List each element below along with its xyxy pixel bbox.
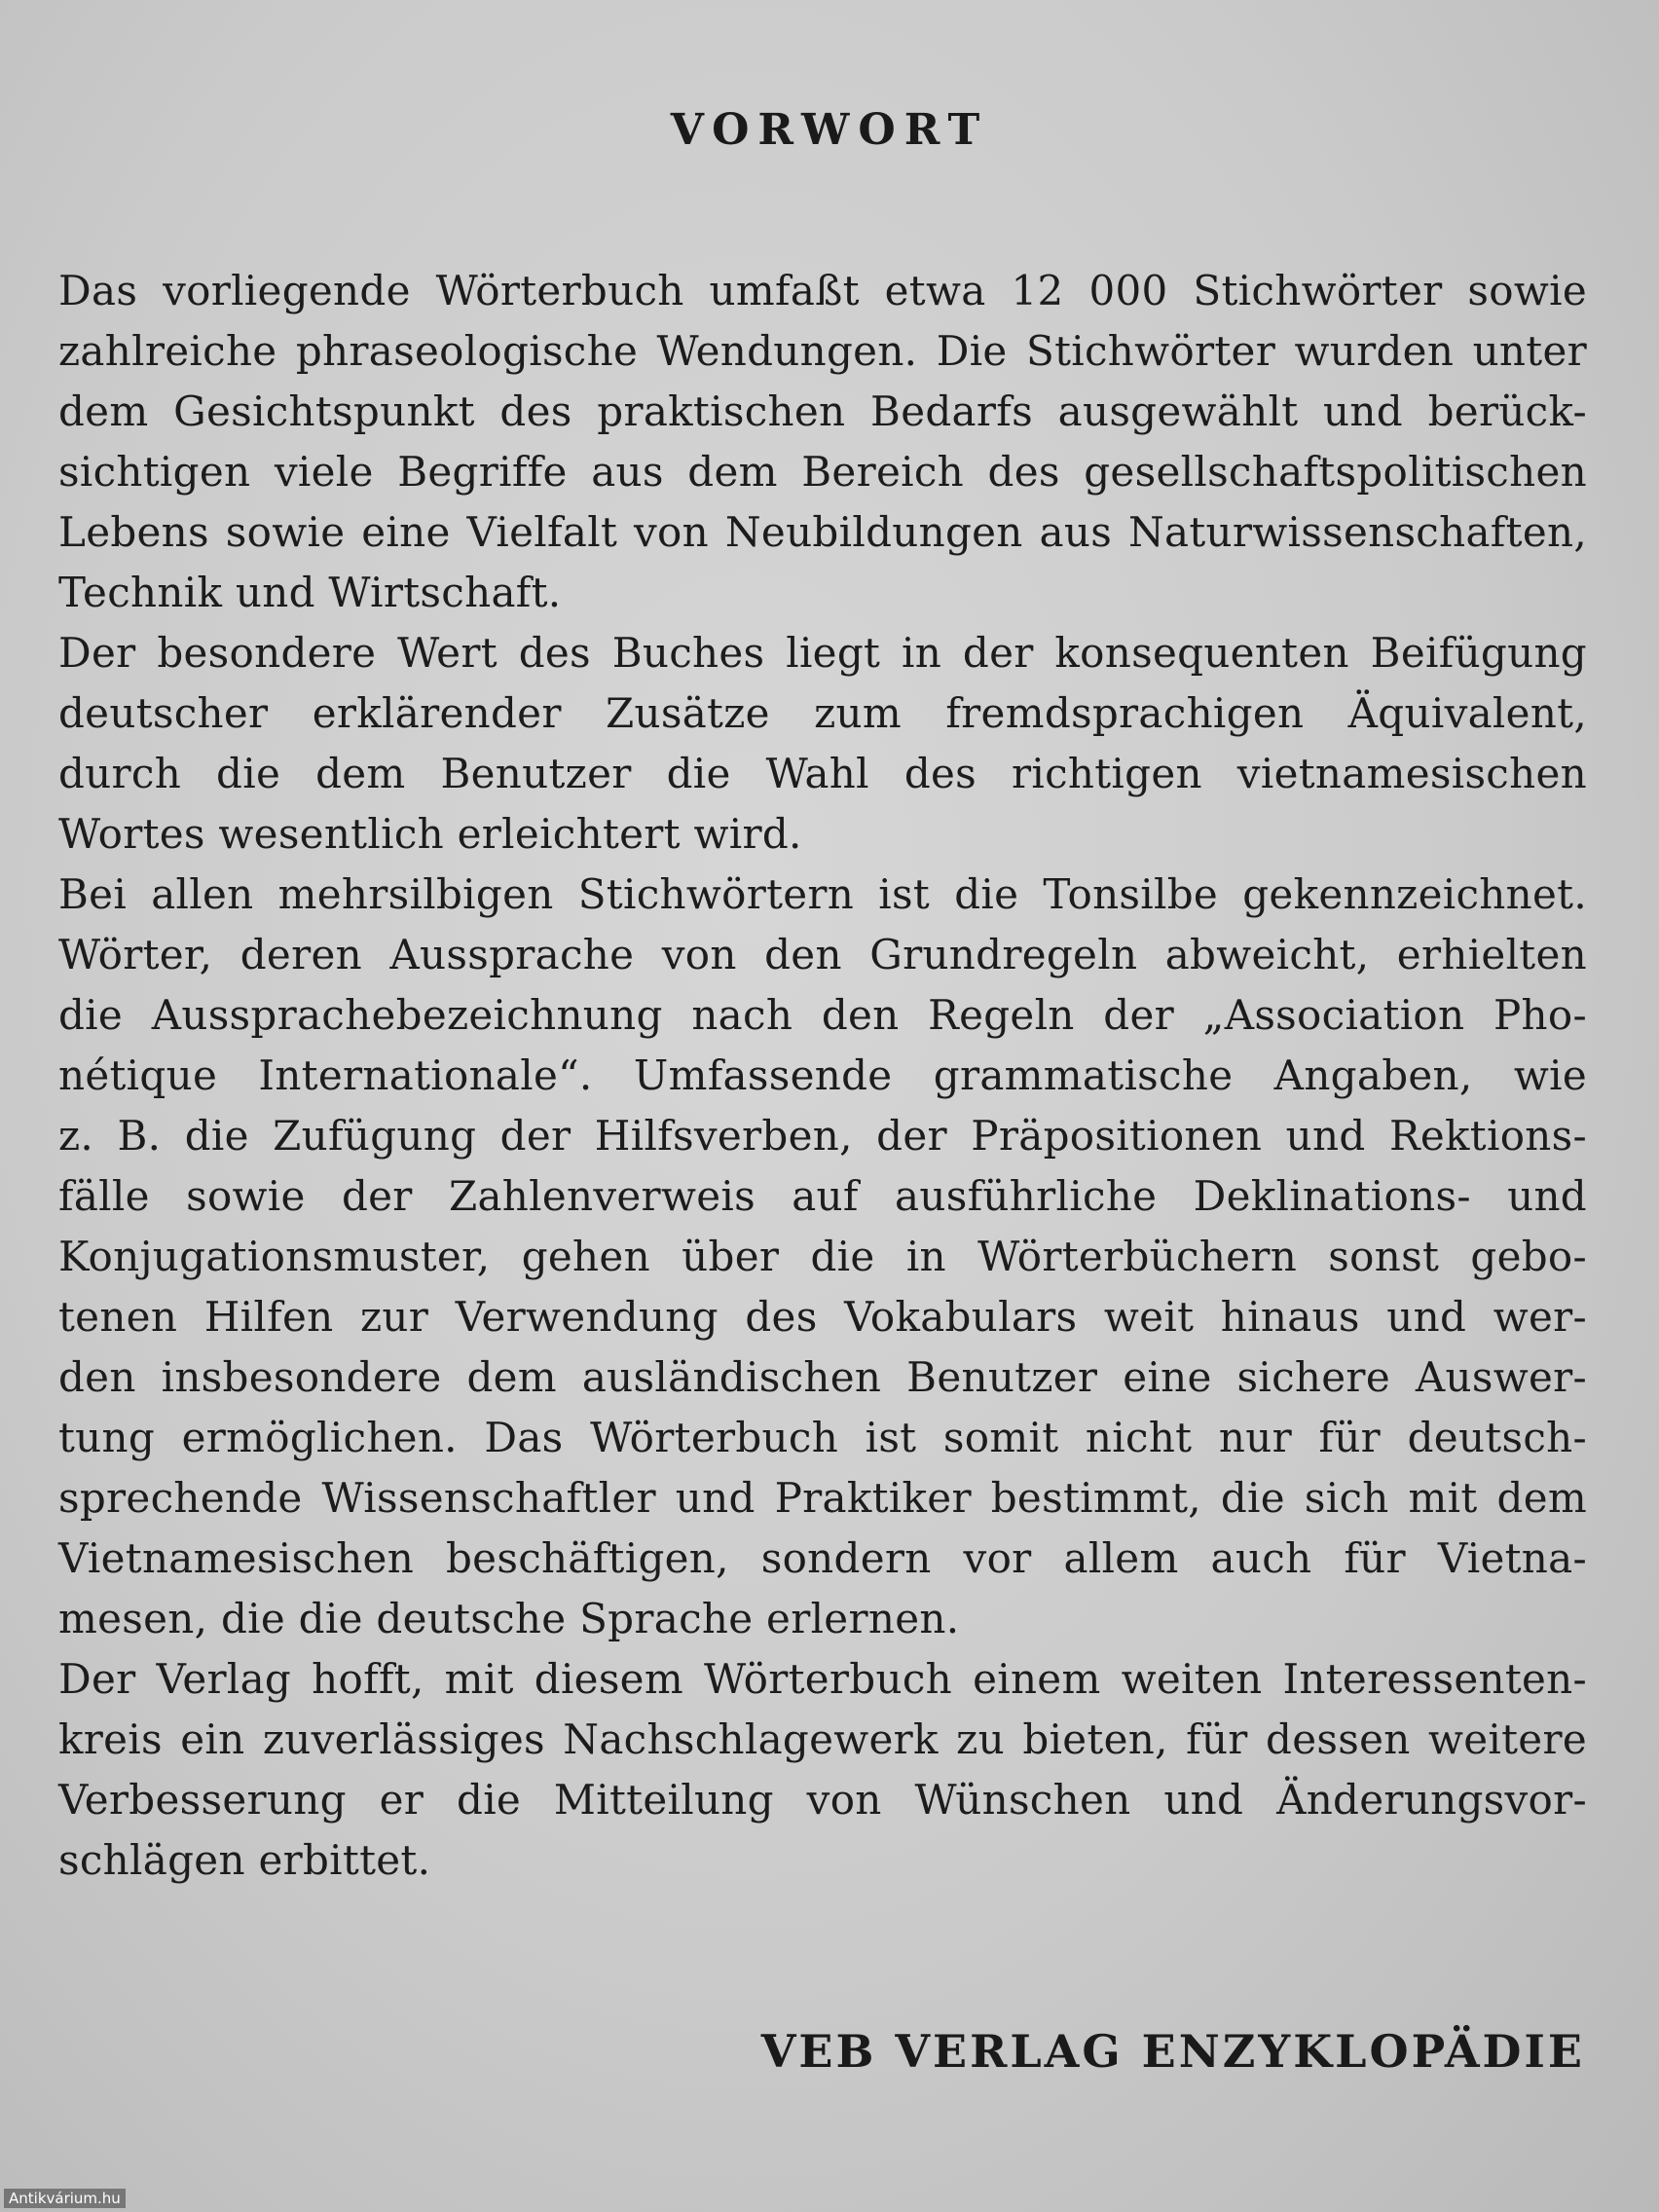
text-line: Technik und Wirtschaft.	[58, 569, 562, 616]
text-line: Vietnamesischen beschäftigen, sondern vor allem auch für Vietna-	[58, 1534, 1587, 1582]
page-title: VORWORT	[670, 105, 989, 155]
text-line: dem Gesichtspunkt des praktischen Bedarfs ausgewählt und berück-	[58, 387, 1587, 435]
text-line: zahlreiche phraseologische Wendungen. Die Stichwörter wurden unter	[58, 327, 1587, 375]
text-line: Bei allen mehrsilbigen Stichwörtern ist die Tonsilbe gekennzeichnet.	[58, 870, 1587, 918]
text-line: Der besondere Wert des Buches liegt in der konsequenten Beifügung	[58, 629, 1587, 677]
text-line: Wortes wesentlich erleichtert wird.	[58, 810, 802, 858]
text-line: Wörter, deren Aussprache von den Grundregeln abweicht, erhielten	[58, 931, 1587, 978]
text-line: fälle sowie der Zahlenverweis auf ausführliche Deklinations- und	[58, 1172, 1587, 1220]
text-line: den insbesondere dem ausländischen Benutzer eine sichere Auswer-	[58, 1353, 1587, 1401]
text-line: kreis ein zuverlässiges Nachschlagewerk zu bieten, für dessen weitere	[58, 1715, 1587, 1763]
text-line: Lebens sowie eine Vielfalt von Neubildungen aus Naturwissenschaften,	[58, 508, 1587, 556]
text-line: tung ermöglichen. Das Wörterbuch ist somit nicht nur für deutsch-	[58, 1414, 1587, 1461]
text-line: die Aussprachebezeichnung nach den Regeln der „Association Pho-	[58, 991, 1587, 1039]
site-watermark: Antikvárium.hu	[4, 2189, 126, 2208]
preface-body	[58, 261, 1587, 1891]
text-line: sichtigen viele Begriffe aus dem Bereich des gesellschaftspolitischen	[58, 448, 1587, 496]
text-line: Das vorliegende Wörterbuch umfaßt etwa 12 000 Stichwörter sowie	[58, 267, 1587, 314]
text-line: z. B. die Zufügung der Hilfsverben, der Präpositionen und Rektions-	[58, 1112, 1587, 1160]
text-line: deutscher erklärender Zusätze zum fremdsprachigen Äquivalent,	[58, 689, 1587, 737]
text-line: schlägen erbittet.	[58, 1836, 431, 1884]
text-line: nétique Internationale“. Umfassende grammatische Angaben, wie	[58, 1051, 1587, 1099]
text-line: tenen Hilfen zur Verwendung des Vokabulars weit hinaus und wer-	[58, 1293, 1587, 1341]
text-line: Der Verlag hofft, mit diesem Wörterbuch einem weiten Interessenten-	[58, 1655, 1587, 1703]
text-line: durch die dem Benutzer die Wahl des richtigen vietnamesischen	[58, 750, 1587, 797]
text-line: mesen, die die deutsche Sprache erlernen.	[58, 1595, 960, 1642]
text-line: sprechende Wissenschaftler und Praktiker bestimmt, die sich mit dem	[58, 1474, 1587, 1522]
text-line: Konjugationsmuster, gehen über die in Wörterbüchern sonst gebo-	[58, 1233, 1587, 1280]
publisher-signature: VEB VERLAG ENZYKLOPÄDIE	[760, 2025, 1585, 2078]
text-line: Verbesserung er die Mitteilung von Wünschen und Änderungsvor-	[58, 1776, 1587, 1824]
